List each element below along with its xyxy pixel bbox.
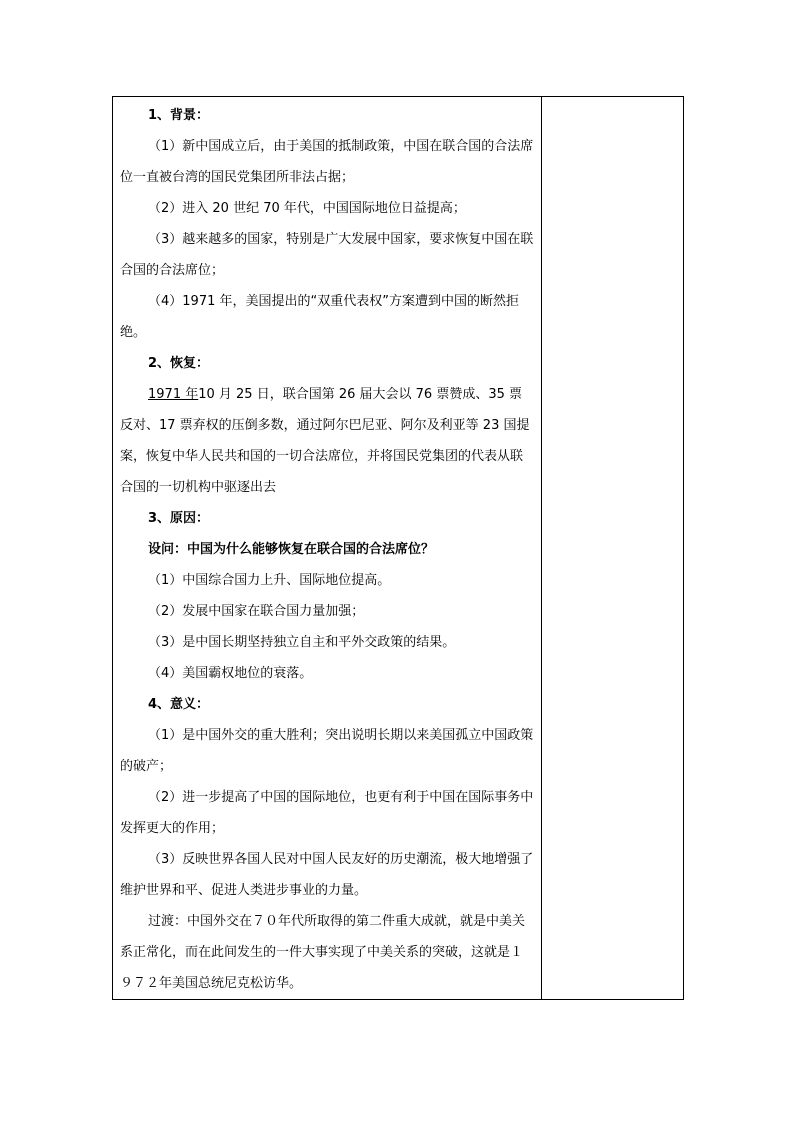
- section3-item-2: （2）发展中国家在联合国力量加强；: [148, 604, 365, 619]
- section3-item-3: （3）是中国长期坚持独立自主和平外交政策的结果。: [148, 635, 456, 650]
- section1-item-1: （1）新中国成立后，由于美国的抵制政策，中国在联合国的合法席位一直被台湾的国民党集团所非法占据；: [120, 139, 534, 185]
- column-divider: [541, 97, 542, 999]
- section1-item-4: （4）1971 年，美国提出的“双重代表权”方案遭到中国的断然拒绝。: [120, 294, 519, 340]
- section1-item-2: （2）进入 20 世纪 70 年代，中国国际地位日益提高；: [148, 201, 466, 216]
- section1-item-3: （3）越来越多的国家，特别是广大发展中国家，要求恢复中国在联合国的合法席位；: [120, 232, 534, 278]
- section2-text: 10 月 25 日，联合国第 26 届大会以 76 票赞成、35 票反对、17 票弃权的压倒多数，通过阿尔巴尼亚、阿尔及利亚等 23 国提案，恢复中华人民共和国的一切合法席位，并将国民党集团的代表从联合国的一切机构中驱逐出去: [120, 387, 530, 495]
- section4-item-1: （1）是中国外交的重大胜利；突出说明长期以来美国孤立中国政策的破产；: [120, 728, 534, 774]
- section3-question: 设问：中国为什么能够恢复在联合国的合法席位？: [148, 542, 435, 557]
- section2-paragraph: [120, 379, 534, 503]
- section3-item-1: （1）中国综合国力上升、国际地位提高。: [148, 573, 391, 588]
- section3-item-4: （4）美国霸权地位的衰落。: [148, 666, 313, 681]
- section3-heading: 3、原因：: [148, 511, 210, 526]
- section4-heading: 4、意义：: [148, 697, 210, 712]
- transition-paragraph: 过渡：中国外交在７０年代所取得的第二件重大成就，就是中美关系正常化，而在此间发生的一件大事实现了中美关系的突破，这就是１９７２年美国总统尼克松访华。: [120, 914, 526, 991]
- section2-date: 1971 年: [148, 387, 199, 402]
- content-table: [112, 96, 684, 1000]
- section1-heading: 1、背景：: [148, 108, 210, 123]
- section4-item-2: （2）进一步提高了中国的国际地位，也更有利于中国在国际事务中发挥更大的作用；: [120, 790, 534, 836]
- section4-item-3: （3）反映世界各国人民对中国人民友好的历史潮流，极大地增强了维护世界和平、促进人类进步事业的力量。: [120, 852, 534, 898]
- main-content-cell: [120, 100, 534, 999]
- section2-heading: 2、恢复：: [148, 356, 210, 371]
